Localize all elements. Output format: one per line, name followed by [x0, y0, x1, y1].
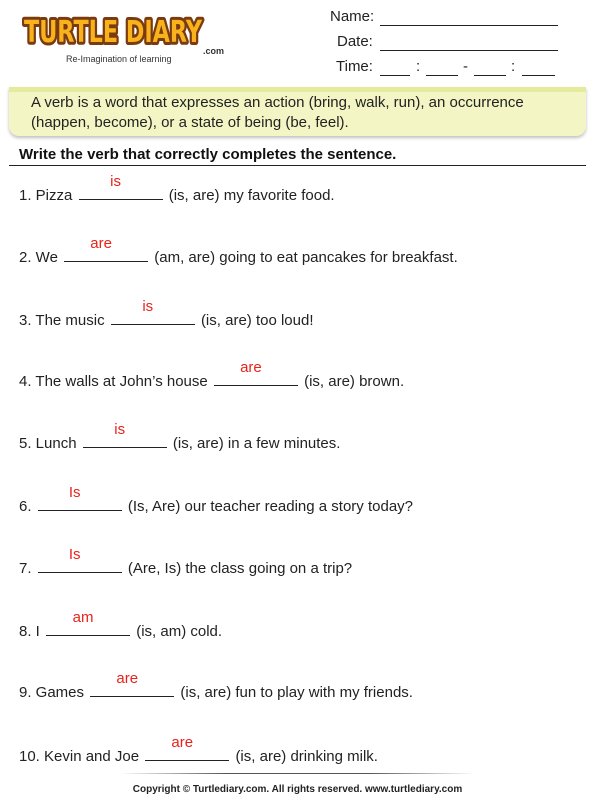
time-separator: :	[511, 58, 516, 75]
question-text-after: (is, am) cold.	[136, 623, 223, 640]
question-8	[19, 609, 223, 640]
question-text-before: 2. We	[19, 249, 58, 266]
question-text-before: 6.	[19, 498, 32, 515]
time-hour-field[interactable]	[380, 75, 410, 76]
question-text-before: 3. The music	[19, 312, 105, 329]
time-minute-field[interactable]	[426, 75, 458, 76]
answer-blank[interactable]	[214, 359, 298, 386]
logo-suffix: .com	[203, 46, 225, 56]
date-field[interactable]	[380, 50, 558, 51]
answer-blank[interactable]	[46, 609, 130, 636]
answer-blank[interactable]	[38, 546, 122, 573]
question-4	[19, 359, 405, 390]
answer-blank[interactable]	[145, 734, 229, 761]
answer-text: is	[142, 298, 154, 315]
logo-tagline: Re-Imagination of learning	[66, 54, 172, 64]
name-label: Name:	[330, 8, 375, 25]
answer-blank[interactable]	[111, 298, 195, 325]
question-7	[19, 546, 353, 577]
definition-text: A verb is a word that expresses an action (bring, walk, run), an occurrence (happen, become), or a state of being (be, feel).	[31, 94, 524, 131]
question-text-before: 7.	[19, 560, 32, 577]
answer-blank[interactable]	[83, 421, 167, 448]
answer-text: Is	[68, 484, 81, 501]
question-text-before: 8. I	[19, 623, 40, 640]
date-label: Date:	[337, 33, 373, 50]
time-end-minute-field[interactable]	[522, 75, 555, 76]
answer-text: are	[171, 734, 194, 751]
question-text-after: (Is, Are) our teacher reading a story today?	[127, 498, 414, 515]
question-text-after: (is, are) brown.	[304, 373, 405, 390]
time-separator: :	[416, 58, 421, 75]
question-text-before: 9. Games	[19, 684, 85, 701]
answer-text: Is	[68, 546, 81, 563]
question-6	[19, 484, 414, 515]
answer-blank[interactable]	[90, 670, 174, 697]
question-text-after: (Are, Is) the class going on a trip?	[127, 560, 353, 577]
answer-text: are	[240, 359, 262, 376]
svg-text:TURTLE DIARY: TURTLE DIARY	[24, 15, 203, 50]
question-text-after: (is, are) too loud!	[200, 312, 314, 329]
answer-text: are	[116, 670, 139, 687]
question-text-after: (is, are) drinking milk.	[235, 748, 378, 765]
question-5	[19, 421, 341, 452]
divider	[9, 165, 586, 166]
answer-blank[interactable]	[38, 484, 122, 511]
question-10	[19, 734, 378, 765]
question-text-after: (is, are) in a few minutes.	[172, 435, 341, 452]
question-9	[19, 670, 413, 701]
footer-divider	[120, 773, 475, 774]
time-dash: -	[463, 58, 468, 75]
question-2	[19, 235, 458, 266]
question-text-after: (is, are) fun to play with my friends.	[180, 684, 413, 701]
question-text-before: 10. Kevin and Joe	[19, 748, 140, 765]
name-field[interactable]	[380, 25, 558, 26]
turtle-diary-logo	[22, 8, 225, 64]
answer-text: is	[114, 421, 126, 438]
time-label: Time:	[336, 58, 373, 75]
copyright-footer: Copyright © Turtlediary.com. All rights reserved. www.turtlediary.com	[132, 784, 463, 795]
question-text-after: (am, are) going to eat pancakes for breakfast.	[154, 249, 458, 266]
question-text-before: 1. Pizza	[19, 187, 73, 204]
question-text-before: 5. Lunch	[19, 435, 77, 452]
time-end-hour-field[interactable]	[474, 75, 506, 76]
logo-wordmark	[22, 8, 207, 54]
question-text-before: 4. The walls at John’s house	[19, 373, 208, 390]
definition-box	[9, 87, 586, 136]
question-1	[19, 173, 335, 204]
question-3	[19, 298, 314, 329]
answer-blank[interactable]	[79, 173, 163, 200]
answer-text: are	[90, 235, 112, 252]
answer-blank[interactable]	[64, 235, 148, 262]
instruction-heading: Write the verb that correctly completes the sentence.	[19, 146, 397, 163]
question-text-after: (is, are) my favorite food.	[168, 187, 335, 204]
answer-text: am	[72, 609, 94, 626]
answer-text: is	[110, 173, 121, 190]
